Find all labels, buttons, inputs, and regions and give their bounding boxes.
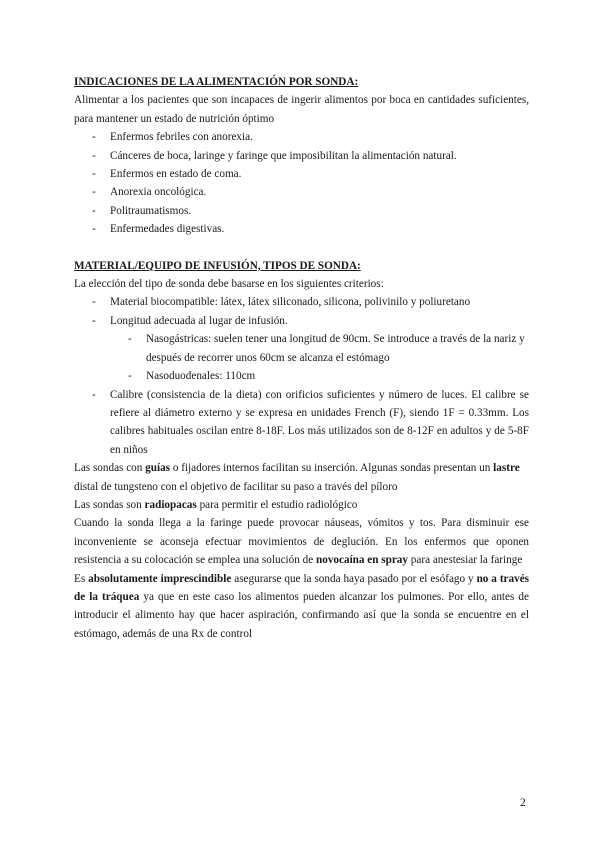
bullet-dash: -: [92, 296, 96, 309]
bullet-dash: -: [92, 131, 96, 144]
bold-term: radiopacas: [144, 498, 197, 511]
bullet-dash: -: [92, 168, 96, 181]
paragraph-faringe: [74, 514, 529, 569]
bullet-dash: -: [92, 314, 96, 327]
list-item-text: Enfermos febriles con anorexia.: [110, 131, 253, 144]
bold-term: no a través de la tráquea: [74, 572, 530, 603]
intro-paragraph: Alimentar a los pacientes que son incapaces de ingerir alimentos por boca en cantidades suficientes, para mantener un estado de nutrición óptimo: [74, 94, 529, 125]
list-item: [74, 147, 529, 165]
list-item-text: Politraumatismos.: [110, 204, 192, 217]
text-run: Cuando la sonda llega a la faringe puede provocar náuseas, vómitos y tos. Para disminuir ese inconveniente se aconseja efectuar movimientos de deglución. En los enfermos que oponen resistencia a su colocación se emplea una solución de: [74, 517, 529, 567]
text-run: para anestesiar la faringe: [408, 554, 523, 567]
list-item: [74, 293, 529, 311]
list-item-text: Cánceres de boca, laringe y faringe que imposibilitan la alimentación natural.: [110, 149, 457, 162]
bullet-dash: -: [92, 204, 96, 217]
bullet-dash: -: [128, 333, 132, 346]
document-page: [74, 73, 529, 643]
bold-term: novocaína en spray: [316, 554, 408, 567]
section-spacer: [74, 239, 529, 257]
sub-list-item-text: Nasogástricas: suelen tener una longitud de 90cm. Se introduce a través de la nariz y después de recorrer unos 60cm se alcanza el estómago: [146, 333, 525, 364]
text-run: o fijadores internos facilitan su inserción. Algunas sondas presentan un: [170, 462, 494, 475]
paragraph-guias: [74, 459, 529, 496]
bullet-dash: -: [92, 186, 96, 199]
text-run: asegurarse que la sonda haya pasado por el esófago y: [231, 572, 477, 585]
list-item: [74, 202, 529, 220]
list-item: [74, 312, 529, 330]
bold-term: lastre: [493, 462, 520, 475]
list-item-text: Longitud adecuada al lugar de infusión.: [110, 314, 288, 327]
text-run: ya que en este caso los alimentos pueden alcanzar los pulmones. Por ello, antes de introducir el alimento hay que hacer aspiración, confirmando así que la sonda se encuentre en el estómago, además de una Rx de control: [74, 590, 529, 640]
paragraph-radiopacas: [74, 496, 529, 514]
indications-list: [74, 128, 529, 238]
section-heading-indicaciones: INDICACIONES DE LA ALIMENTACIÓN POR SONDA:: [74, 76, 359, 88]
page-number: 2: [520, 797, 526, 809]
bold-term: guías: [145, 462, 171, 475]
sub-list-item: [74, 330, 529, 367]
text-run: Las sondas son: [74, 498, 145, 511]
bullet-dash: -: [92, 149, 96, 162]
bullet-dash: -: [92, 223, 96, 236]
sub-list-item-text: Nasoduodenales: 110cm: [146, 370, 256, 383]
criteria-intro: La elección del tipo de sonda debe basarse en los siguientes criterios:: [74, 278, 384, 291]
text-run: Las sondas con: [74, 462, 146, 475]
list-item-text: Material biocompatible: látex, látex siliconado, silicona, polivinilo y poliuretano: [110, 296, 471, 309]
sub-list-item: [74, 367, 529, 385]
list-item: [74, 128, 529, 146]
criteria-list: [74, 293, 529, 459]
list-item: [74, 386, 529, 460]
text-run: para permitir el estudio radiológico: [196, 498, 358, 511]
bullet-dash: -: [128, 370, 132, 383]
list-item: [74, 220, 529, 238]
paragraph-esofago: [74, 570, 529, 644]
list-item-text: Enfermedades digestivas.: [110, 223, 225, 236]
list-item: [74, 183, 529, 201]
bold-term: absolutamente imprescindible: [88, 572, 232, 585]
list-item-text: Calibre (consistencia de la dieta) con orificios suficientes y número de luces. El calibre se refiere al diámetro externo y se expresa en unidades French (F), siendo 1F = 0.33mm. Los calibres habituales oscilan entre 8-18F. Los más utilizados son de 8-12F en adultos y de 5-8F en niños: [110, 388, 529, 456]
text-run: distal de tungsteno con el objetivo de facilitar su paso a través del píloro: [74, 480, 398, 493]
bullet-dash: -: [92, 388, 96, 401]
text-run: Es: [74, 572, 89, 585]
section-heading-material: MATERIAL/EQUIPO DE INFUSIÓN, TIPOS DE SONDA:: [74, 259, 361, 272]
list-item: [74, 165, 529, 183]
list-item-text: Anorexia oncológica.: [110, 186, 207, 199]
list-item-text: Enfermos en estado de coma.: [110, 168, 242, 181]
